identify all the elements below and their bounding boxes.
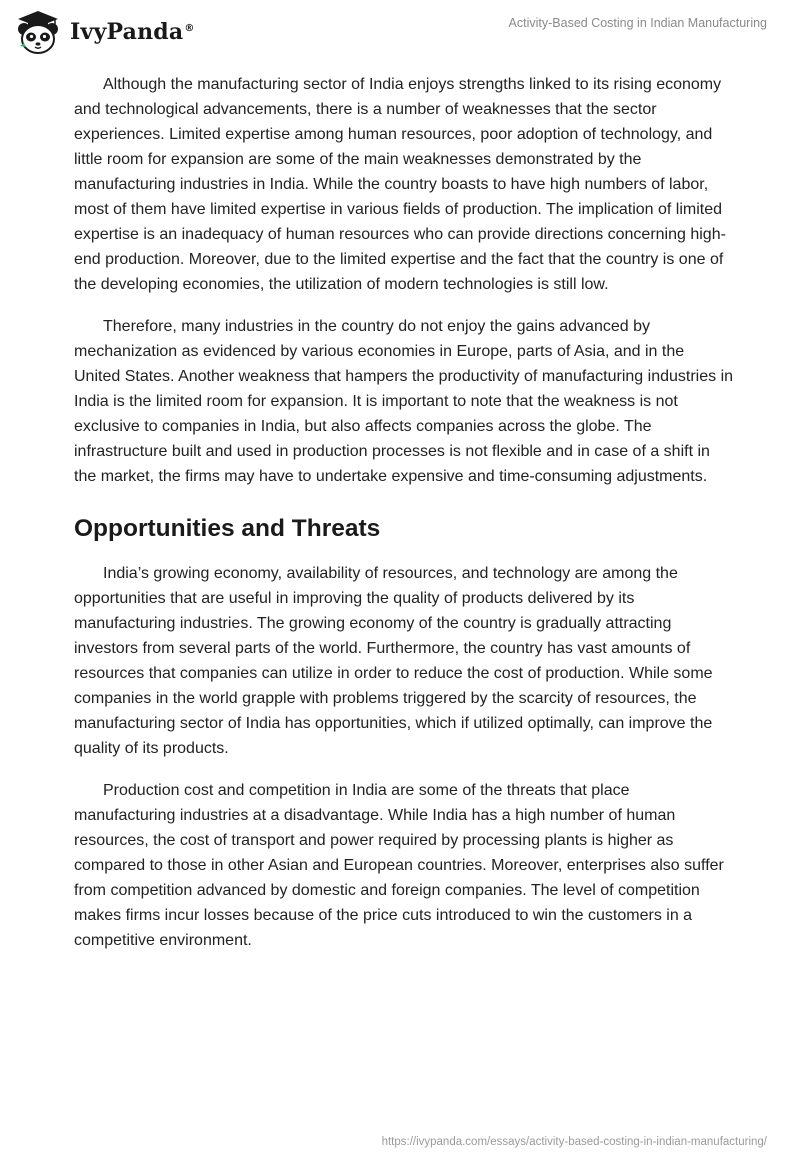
section-heading: Opportunities and Threats <box>74 515 381 542</box>
essay-body <box>74 72 734 970</box>
source-url[interactable]: https://ivypanda.com/essays/activity-based-costing-in-indian-manufacturing/ <box>381 1136 767 1148</box>
paragraph: Production cost and competition in India are some of the threats that place manufacturing industries at a disadvantage. While India has a high number of human resources, the cost of transport and power required by processing plants is higher as compared to those in other Asian and European countries. Moreover, enterprises also suffer from competition advanced by domestic and foreign companies. The level of competition makes firms incur losses because of the price cuts introduced to win the customers in a competitive environment. <box>74 782 724 949</box>
document-title: Activity-Based Costing in Indian Manufacturing <box>508 16 767 30</box>
paragraph: Although the manufacturing sector of India enjoys strengths linked to its rising economy and technological advancements, there is a number of weaknesses that the sector experiences. Limited expertise among human resources, poor adoption of technology, and little room for expansion are some of the main weaknesses demonstrated by the manufacturing industries in India. While the country boasts to have high numbers of labor, most of them have limited expertise in various fields of production. The implication of limited expertise is an inadequacy of human resources who can provide directions concerning high-end production. Moreover, due to the limited expertise and the fact that the country is one of the developing economies, the utilization of modern technologies is still low. <box>74 76 726 293</box>
paragraph: Therefore, many industries in the country do not enjoy the gains advanced by mechanization as evidenced by various economies in Europe, parts of Asia, and in the United States. Another weakness that hampers the productivity of manufacturing industries in India is the limited room for expansion. It is important to note that the weakness is not exclusive to companies in India, but also affects companies across the globe. The infrastructure built and used in production processes is not flexible and in case of a shift in the market, the firms may have to undertake expensive and time-consuming adjustments. <box>74 318 734 485</box>
registered-mark: ® <box>184 22 195 34</box>
paragraph: India’s growing economy, availability of resources, and technology are among the opportunities that are useful in improving the quality of products delivered by its manufacturing industries. The growing economy of the country is gradually attracting investors from several parts of the world. Furthermore, the country has vast amounts of resources that companies can utilize in order to reduce the cost of production. While some companies in the world grapple with problems triggered by the scarcity of resources, the manufacturing sector of India has opportunities, which if utilized optimally, can improve the quality of its products. <box>74 565 713 757</box>
brand-logo[interactable] <box>14 8 195 56</box>
page-header <box>0 0 800 70</box>
brand-name: IvyPanda® <box>70 19 195 45</box>
panda-graduate-icon <box>14 8 62 56</box>
